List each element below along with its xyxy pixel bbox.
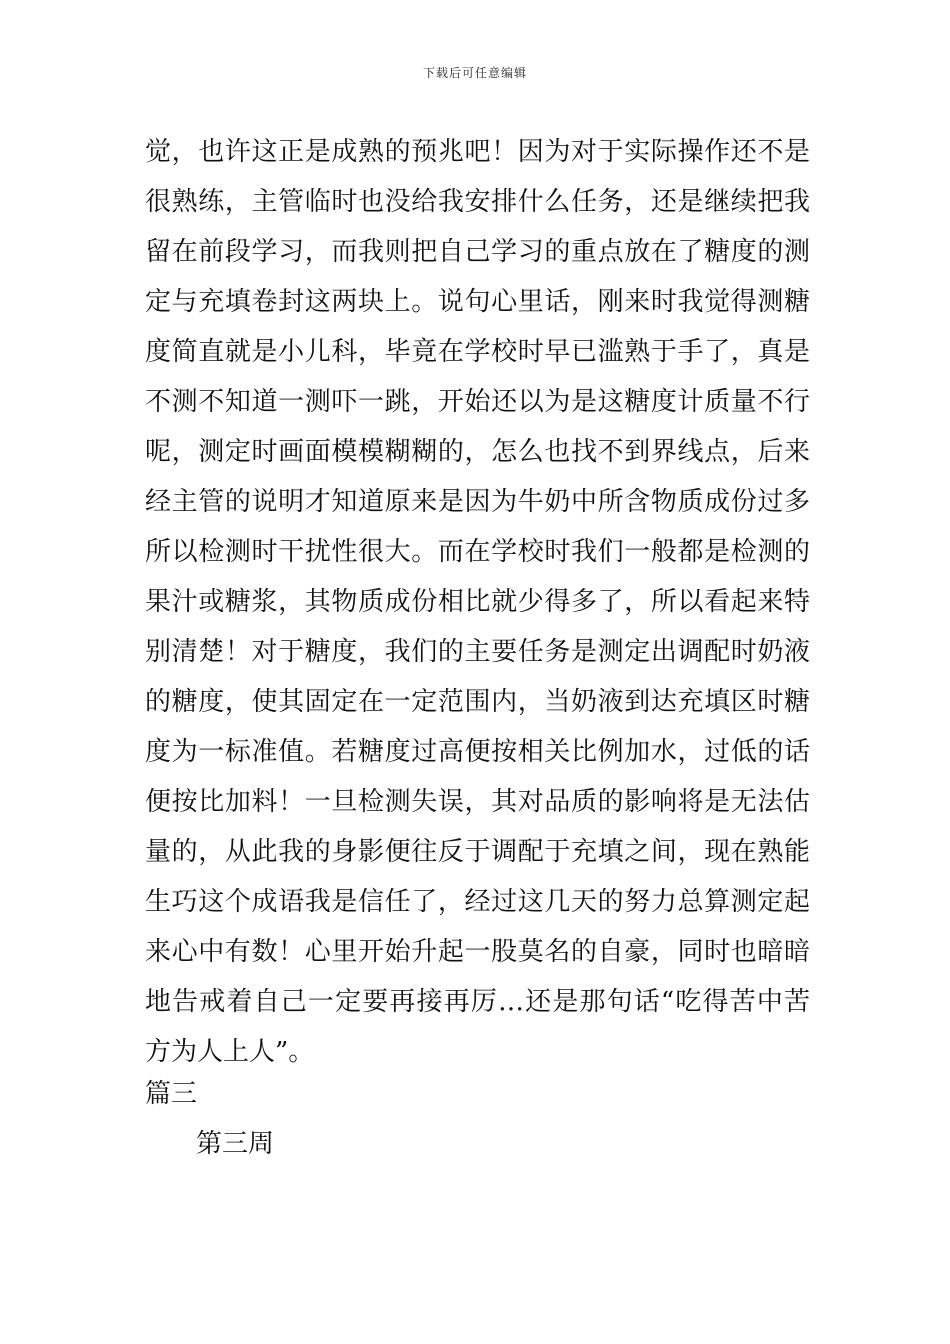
paragraph-line: 来心中有数！心里开始升起一股莫名的自豪，同时也暗暗 [145, 937, 810, 967]
paragraph-line: 不测不知道一测吓一跳，开始还以为是这糖度计质量不行 [145, 387, 810, 417]
paragraph-line: 度为一标准值。若糖度过高便按相关比例加水，过低的话 [145, 737, 810, 767]
paragraph-line: 度简直就是小儿科，毕竟在学校时早已滥熟于手了，真是 [145, 337, 810, 367]
paragraph-line: 别清楚！对于糖度，我们的主要任务是测定出调配时奶液 [145, 637, 810, 667]
paragraph-line: 地告戒着自己一定要再接再厉…还是那句话“吃得苦中苦 [145, 987, 810, 1017]
paragraph-line-last: 方为人上人”。 [145, 1037, 315, 1067]
paragraph-line: 量的，从此我的身影便往反于调配于充填之间，现在熟能 [145, 837, 810, 867]
section-subtitle: 第三周 [196, 1129, 275, 1159]
paragraph-line: 呢，测定时画面模模糊糊的，怎么也找不到界线点，后来 [145, 437, 810, 467]
paragraph-line: 留在前段学习，而我则把自己学习的重点放在了糖度的测 [145, 237, 810, 267]
paragraph-line: 所以检测时干扰性很大。而在学校时我们一般都是检测的 [145, 537, 810, 567]
paragraph-line: 生巧这个成语我是信任了，经过这几天的努力总算测定起 [145, 887, 810, 917]
page-header: 下载后可任意编辑 [422, 66, 527, 80]
paragraph-body [145, 127, 810, 1077]
paragraph-line: 的糖度，使其固定在一定范围内，当奶液到达充填区时糖 [145, 687, 810, 717]
paragraph-line: 便按比加料！一旦检测失误，其对品质的影响将是无法估 [145, 787, 810, 817]
paragraph-line: 很熟练，主管临时也没给我安排什么任务，还是继续把我 [145, 187, 810, 217]
paragraph-line: 果汁或糖浆，其物质成份相比就少得多了，所以看起来特 [145, 587, 810, 617]
paragraph-line: 觉，也许这正是成熟的预兆吧！因为对于实际操作还不是 [145, 137, 810, 167]
section-title: 篇三 [145, 1079, 198, 1109]
paragraph-line: 定与充填卷封这两块上。说句心里话，刚来时我觉得测糖 [145, 287, 810, 317]
paragraph-line: 经主管的说明才知道原来是因为牛奶中所含物质成份过多 [145, 487, 810, 517]
